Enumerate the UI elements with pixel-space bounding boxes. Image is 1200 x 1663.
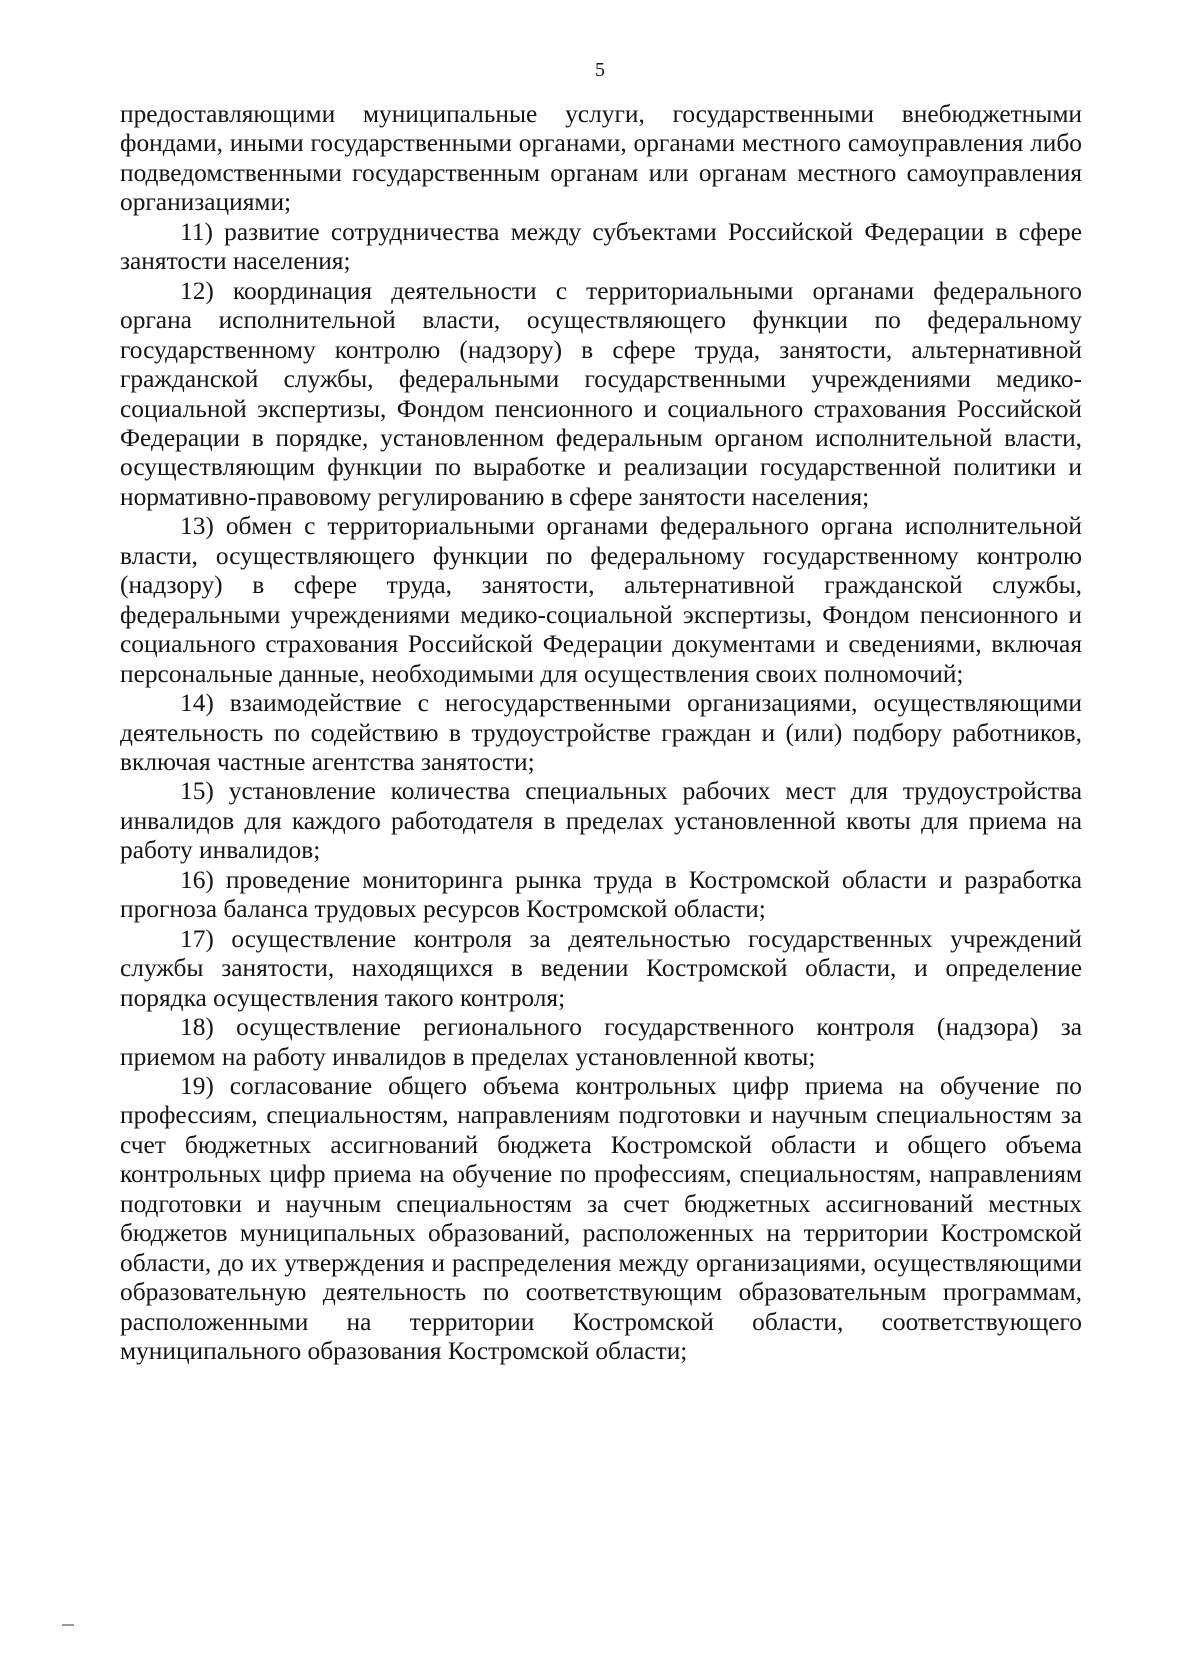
paragraph-item-14: 14) взаимодействие с негосударственными организациями, осуществляющими деятельность по содействию в трудоустройстве граждан и (или) подбору работников, включая частные агентства занятости;: [120, 689, 1082, 776]
paragraph-continuation: предоставляющими муниципальные услуги, государственными внебюджетными фондами, иными государственными органами, органами местного самоуправления либо подведомственными государственным органам или органам местного самоуправления организациями;: [120, 100, 1082, 217]
paragraph-item-18: 18) осуществление регионального государственного контроля (надзора) за приемом на работу инвалидов в пределах установленной квоты;: [120, 1013, 1082, 1071]
paragraph-item-19: 19) согласование общего объема контрольных цифр приема на обучение по профессиям, специальностям, направлениям подготовки и научным специальностям за счет бюджетных ассигнований бюджета Костромской области и общего объема контрольных цифр приема на обучение по профессиям, специальностям, направлениям подготовки и научным специальностям за счет бюджетных ассигнований местных бюджетов муниципальных образований, расположенных на территории Костромской области, до их утверждения и распределения между организациями, осуществляющими образовательную деятельность по соответствующим образовательным программам, расположенными на территории Костромской области, соответствующего муниципального образования Костромской области;: [120, 1071, 1082, 1366]
page-number: 5: [595, 59, 605, 81]
paragraph-item-17: 17) осуществление контроля за деятельностью государственных учреждений службы занятости, находящихся в ведении Костромской области, и определение порядка осуществления такого контроля;: [120, 924, 1082, 1012]
paragraph-item-12: 12) координация деятельности с территориальными органами федерального органа исполнительной власти, осуществляющего функции по федеральному государственному контролю (надзору) в сфере труда, занятости, альтернативной гражданской службы, федеральными государственными учреждениями медико-социальной экспертизы, Фондом пенсионного и социального страхования Российской Федерации в порядке, установленном федеральным органом исполнительной власти, осуществляющим функции по выработке и реализации государственной политики и нормативно-правовому регулированию в сфере занятости населения;: [120, 276, 1082, 511]
document-body: [120, 100, 1082, 1366]
scan-artifact-mark: [62, 1624, 74, 1626]
paragraph-item-11: 11) развитие сотрудничества между субъектами Российской Федерации в сфере занятости населения;: [120, 217, 1082, 276]
paragraph-item-13: 13) обмен с территориальными органами федерального органа исполнительной власти, осуществляющего функции по федеральному государственному контролю (надзору) в сфере труда, занятости, альтернативной гражданской службы, федеральными учреждениями медико-социальной экспертизы, Фондом пенсионного и социального страхования Российской Федерации документами и сведениями, включая персональные данные, необходимыми для осуществления своих полномочий;: [120, 512, 1082, 688]
paragraph-item-15: 15) установление количества специальных рабочих мест для трудоустройства инвалидов для каждого работодателя в пределах установленной квоты для приема на работу инвалидов;: [120, 777, 1082, 865]
paragraph-item-16: 16) проведение мониторинга рынка труда в Костромской области и разработка прогноза баланса трудовых ресурсов Костромской области;: [120, 865, 1082, 924]
